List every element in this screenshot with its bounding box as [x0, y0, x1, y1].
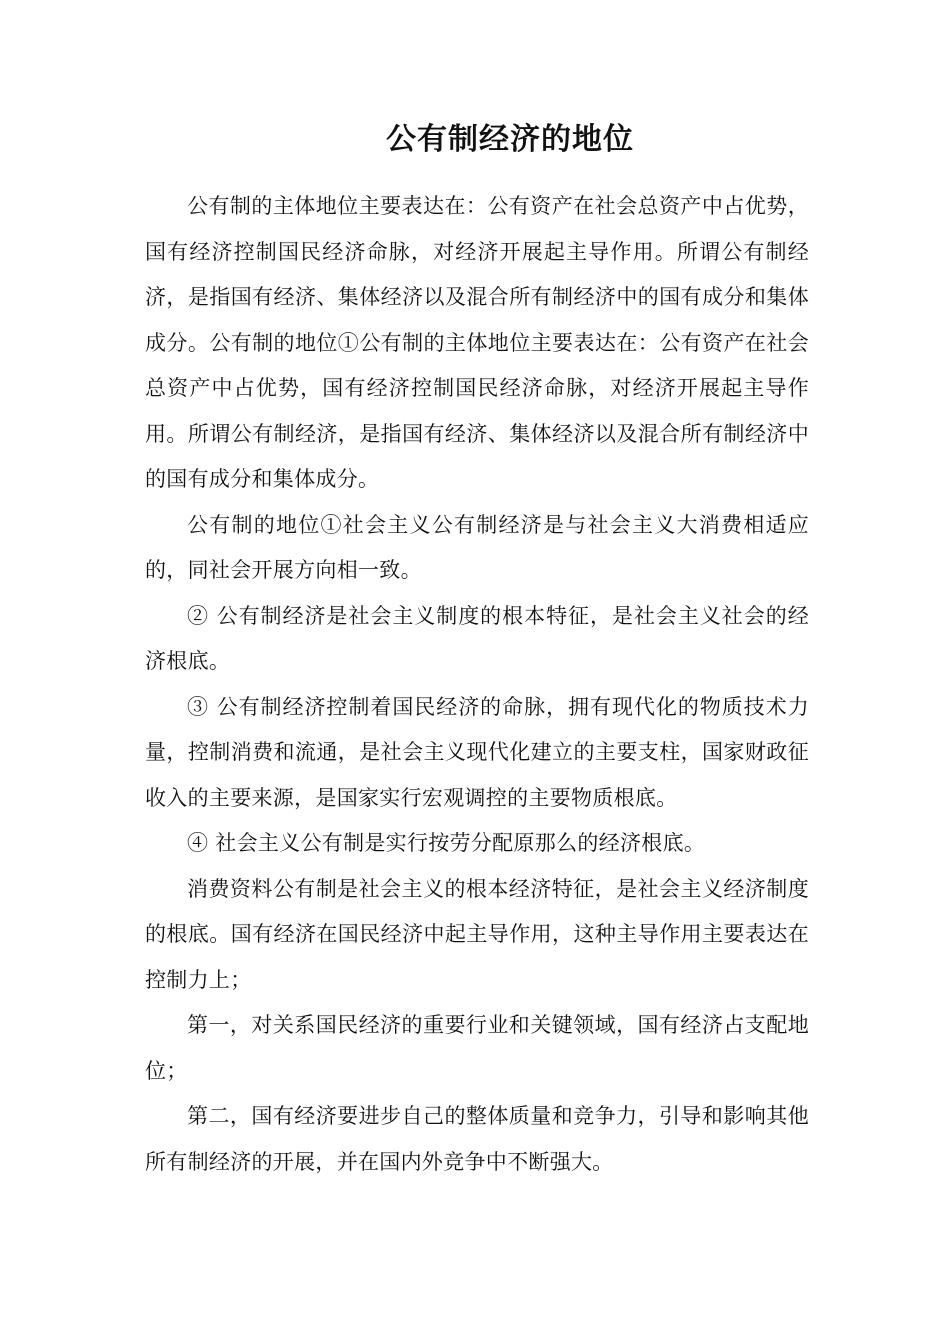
document-body — [145, 184, 809, 1185]
paragraph-5: ④ 社会主义公有制是实行按劳分配原那么的经济根底。 — [187, 831, 706, 855]
paragraph-2: 公有制的地位①社会主义公有制经济是与社会主义大消费相适应的，同社会开展方向相一致。 — [145, 512, 809, 582]
document-title: 公有制经济的地位 — [386, 122, 634, 157]
paragraph-6: 消费资料公有制是社会主义的根本经济特征，是社会主义经济制度的根底。国有经济在国民经济中起主导作用，这种主导作用主要表达在控制力上； — [145, 876, 809, 992]
paragraph-1: 公有制的主体地位主要表达在：公有资产在社会总资产中占优势，国有经济控制国民经济命脉，对经济开展起主导作用。所谓公有制经济，是指国有经济、集体经济以及混合所有制经济中的国有成分和集体成分。公有制的地位①公有制的主体地位主要表达在：公有资产在社会总资产中占优势，国有经济控制国民经济命脉，对经济开展起主导作用。所谓公有制经济，是指国有经济、集体经济以及混合所有制经济中的国有成分和集体成分。 — [145, 194, 809, 491]
paragraph-8: 第二，国有经济要进步自己的整体质量和竞争力，引导和影响其他所有制经济的开展，并在国内外竞争中不断强大。 — [145, 1104, 809, 1174]
paragraph-3: ② 公有制经济是社会主义制度的根本特征，是社会主义社会的经济根底。 — [145, 603, 809, 673]
paragraph-4: ③ 公有制经济控制着国民经济的命脉，拥有现代化的物质技术力量，控制消费和流通，是社会主义现代化建立的主要支柱，国家财政征收入的主要来源，是国家实行宏观调控的主要物质根底。 — [145, 694, 809, 810]
paragraph-7: 第一，对关系国民经济的重要行业和关键领域，国有经济占支配地位； — [145, 1013, 809, 1083]
